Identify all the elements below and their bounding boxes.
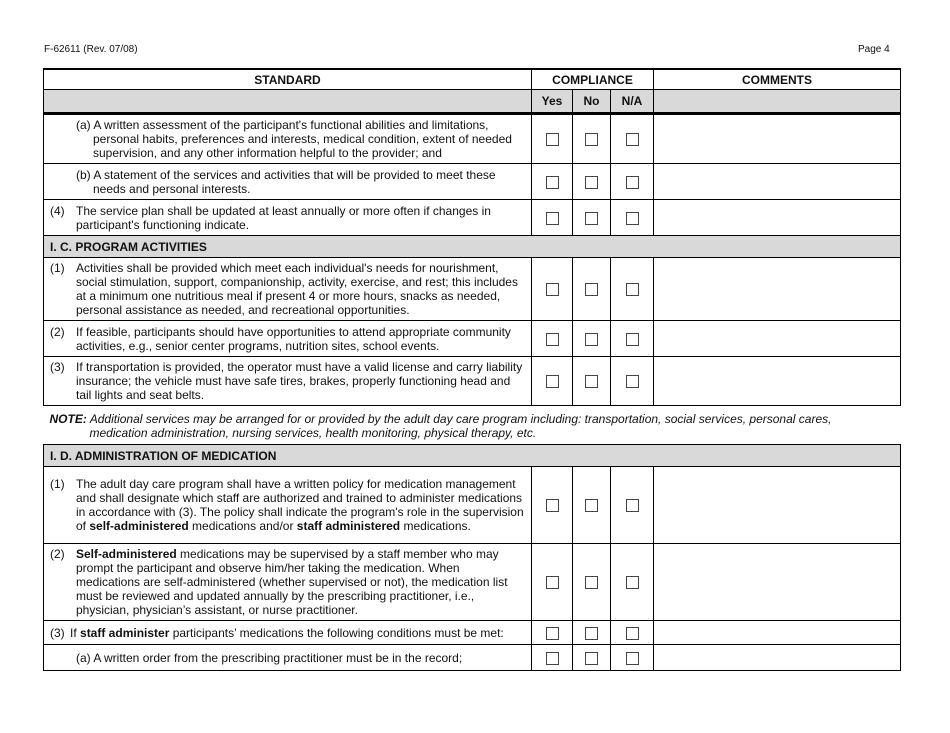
yes-checkbox[interactable]	[546, 133, 559, 146]
form-id: F-62611 (Rev. 07/08)	[44, 44, 138, 55]
no-checkbox[interactable]	[585, 499, 598, 512]
compliance-header: COMPLIANCE	[532, 69, 654, 90]
yes-checkbox[interactable]	[546, 212, 559, 225]
yes-checkbox[interactable]	[546, 283, 559, 296]
comments-cell[interactable]	[654, 621, 901, 645]
standards-table	[43, 68, 901, 671]
na-checkbox[interactable]	[626, 133, 639, 146]
item-number: (2)	[50, 324, 65, 339]
na-checkbox[interactable]	[626, 176, 639, 189]
page-number: Page 4	[858, 44, 890, 55]
table-row	[44, 114, 901, 164]
note-row	[44, 406, 901, 445]
table-row	[44, 200, 901, 236]
na-checkbox[interactable]	[626, 576, 639, 589]
na-checkbox[interactable]	[626, 499, 639, 512]
standard-text: If staff administer participants’ medications the following conditions must be met:	[70, 625, 504, 640]
no-header: No	[573, 90, 611, 114]
no-checkbox[interactable]	[585, 576, 598, 589]
table-row	[44, 321, 901, 357]
comments-cell[interactable]	[654, 200, 901, 236]
yes-header: Yes	[532, 90, 573, 114]
yes-checkbox[interactable]	[546, 652, 559, 665]
standard-header: STANDARD	[44, 69, 532, 90]
item-number: (1)	[50, 477, 65, 491]
comments-cell[interactable]	[654, 645, 901, 671]
standard-text: If transportation is provided, the operator must have a valid license and carry liability insurance; the vehicle must have safe tires, brakes, properly functioning head and tail lights and seat belts.	[76, 360, 523, 402]
comments-header: COMMENTS	[654, 69, 901, 90]
na-checkbox[interactable]	[626, 375, 639, 388]
section-header	[44, 236, 901, 258]
no-checkbox[interactable]	[585, 627, 598, 640]
yes-checkbox[interactable]	[546, 627, 559, 640]
table-row	[44, 645, 901, 671]
table-row	[44, 621, 901, 645]
note-text-continued: medication administration, nursing services, health monitoring, physical therapy, etc.	[89, 426, 537, 440]
no-checkbox[interactable]	[585, 333, 598, 346]
comments-cell[interactable]	[654, 321, 901, 357]
section-header	[44, 445, 901, 467]
na-checkbox[interactable]	[626, 333, 639, 346]
na-checkbox[interactable]	[626, 652, 639, 665]
standard-text: (a) A written assessment of the participant's functional abilities and limitations, personal habits, preferences and interests, medical condition, extent of needed supervision, and any other information helpful to the provider; and	[76, 118, 512, 160]
table-row	[44, 544, 901, 621]
section-title: I. C. PROGRAM ACTIVITIES	[44, 236, 901, 258]
comments-cell[interactable]	[654, 544, 901, 621]
standard-text: The adult day care program shall have a written policy for medication management and shall designate which staff are authorized and trained to administer medications in accordance with (3). The policy shall indicate the program's role in the supervision of self-administered medications and/or staff administered medications.	[76, 477, 524, 533]
no-checkbox[interactable]	[585, 212, 598, 225]
item-number: (2)	[50, 547, 65, 561]
yes-checkbox[interactable]	[546, 499, 559, 512]
standard-text: (b) A statement of the services and activities that will be provided to meet these needs and personal interests.	[76, 167, 496, 196]
na-checkbox[interactable]	[626, 283, 639, 296]
no-checkbox[interactable]	[585, 133, 598, 146]
note-label: NOTE:	[49, 412, 87, 426]
table-row	[44, 164, 901, 200]
header-row	[44, 69, 901, 90]
item-number: (4)	[50, 203, 65, 218]
comments-cell[interactable]	[654, 114, 901, 164]
comments-cell[interactable]	[654, 164, 901, 200]
comments-cell[interactable]	[654, 258, 901, 321]
standard-text: The service plan shall be updated at least annually or more often if changes in participant's functioning indicate.	[76, 203, 491, 232]
comments-cell[interactable]	[654, 467, 901, 544]
yes-checkbox[interactable]	[546, 375, 559, 388]
item-number: (3)	[50, 360, 65, 374]
no-checkbox[interactable]	[585, 176, 598, 189]
na-header: N/A	[611, 90, 654, 114]
standard-text: Activities shall be provided which meet each individual's needs for nourishment, social stimulation, support, companionship, activity, exercise, and rest; this includes at a minimum one nutritious meal if present 4 or more hours, snacks as needed, personal assistance as needed, and recreational opportunities.	[76, 261, 518, 317]
note-text: Additional services may be arranged for or provided by the adult day care program including: transportation, social services, personal cares,	[89, 412, 832, 426]
item-number: (3)	[50, 625, 65, 640]
standard-text: If feasible, participants should have opportunities to attend appropriate community activities, e.g., senior center programs, nutrition sites, school events.	[76, 324, 511, 353]
item-number: (1)	[50, 261, 65, 275]
no-checkbox[interactable]	[585, 283, 598, 296]
no-checkbox[interactable]	[585, 375, 598, 388]
yes-checkbox[interactable]	[546, 333, 559, 346]
standard-text: Self-administered medications may be supervised by a staff member who may prompt the participant and observe him/her taking the medication. When medications are self-administered (whether supervised or not), the medication list must be reviewed and updated annually by the prescribing practitioner, i.e., physician, physician’s assistant, or nurse practitioner.	[76, 547, 508, 617]
table-row	[44, 258, 901, 321]
subheader-row	[44, 90, 901, 114]
section-title: I. D. ADMINISTRATION OF MEDICATION	[44, 445, 901, 467]
standard-text: (a) A written order from the prescribing practitioner must be in the record;	[76, 650, 463, 665]
table-row	[44, 357, 901, 406]
table-row	[44, 467, 901, 544]
na-checkbox[interactable]	[626, 212, 639, 225]
no-checkbox[interactable]	[585, 652, 598, 665]
yes-checkbox[interactable]	[546, 176, 559, 189]
yes-checkbox[interactable]	[546, 576, 559, 589]
comments-cell[interactable]	[654, 357, 901, 406]
na-checkbox[interactable]	[626, 627, 639, 640]
